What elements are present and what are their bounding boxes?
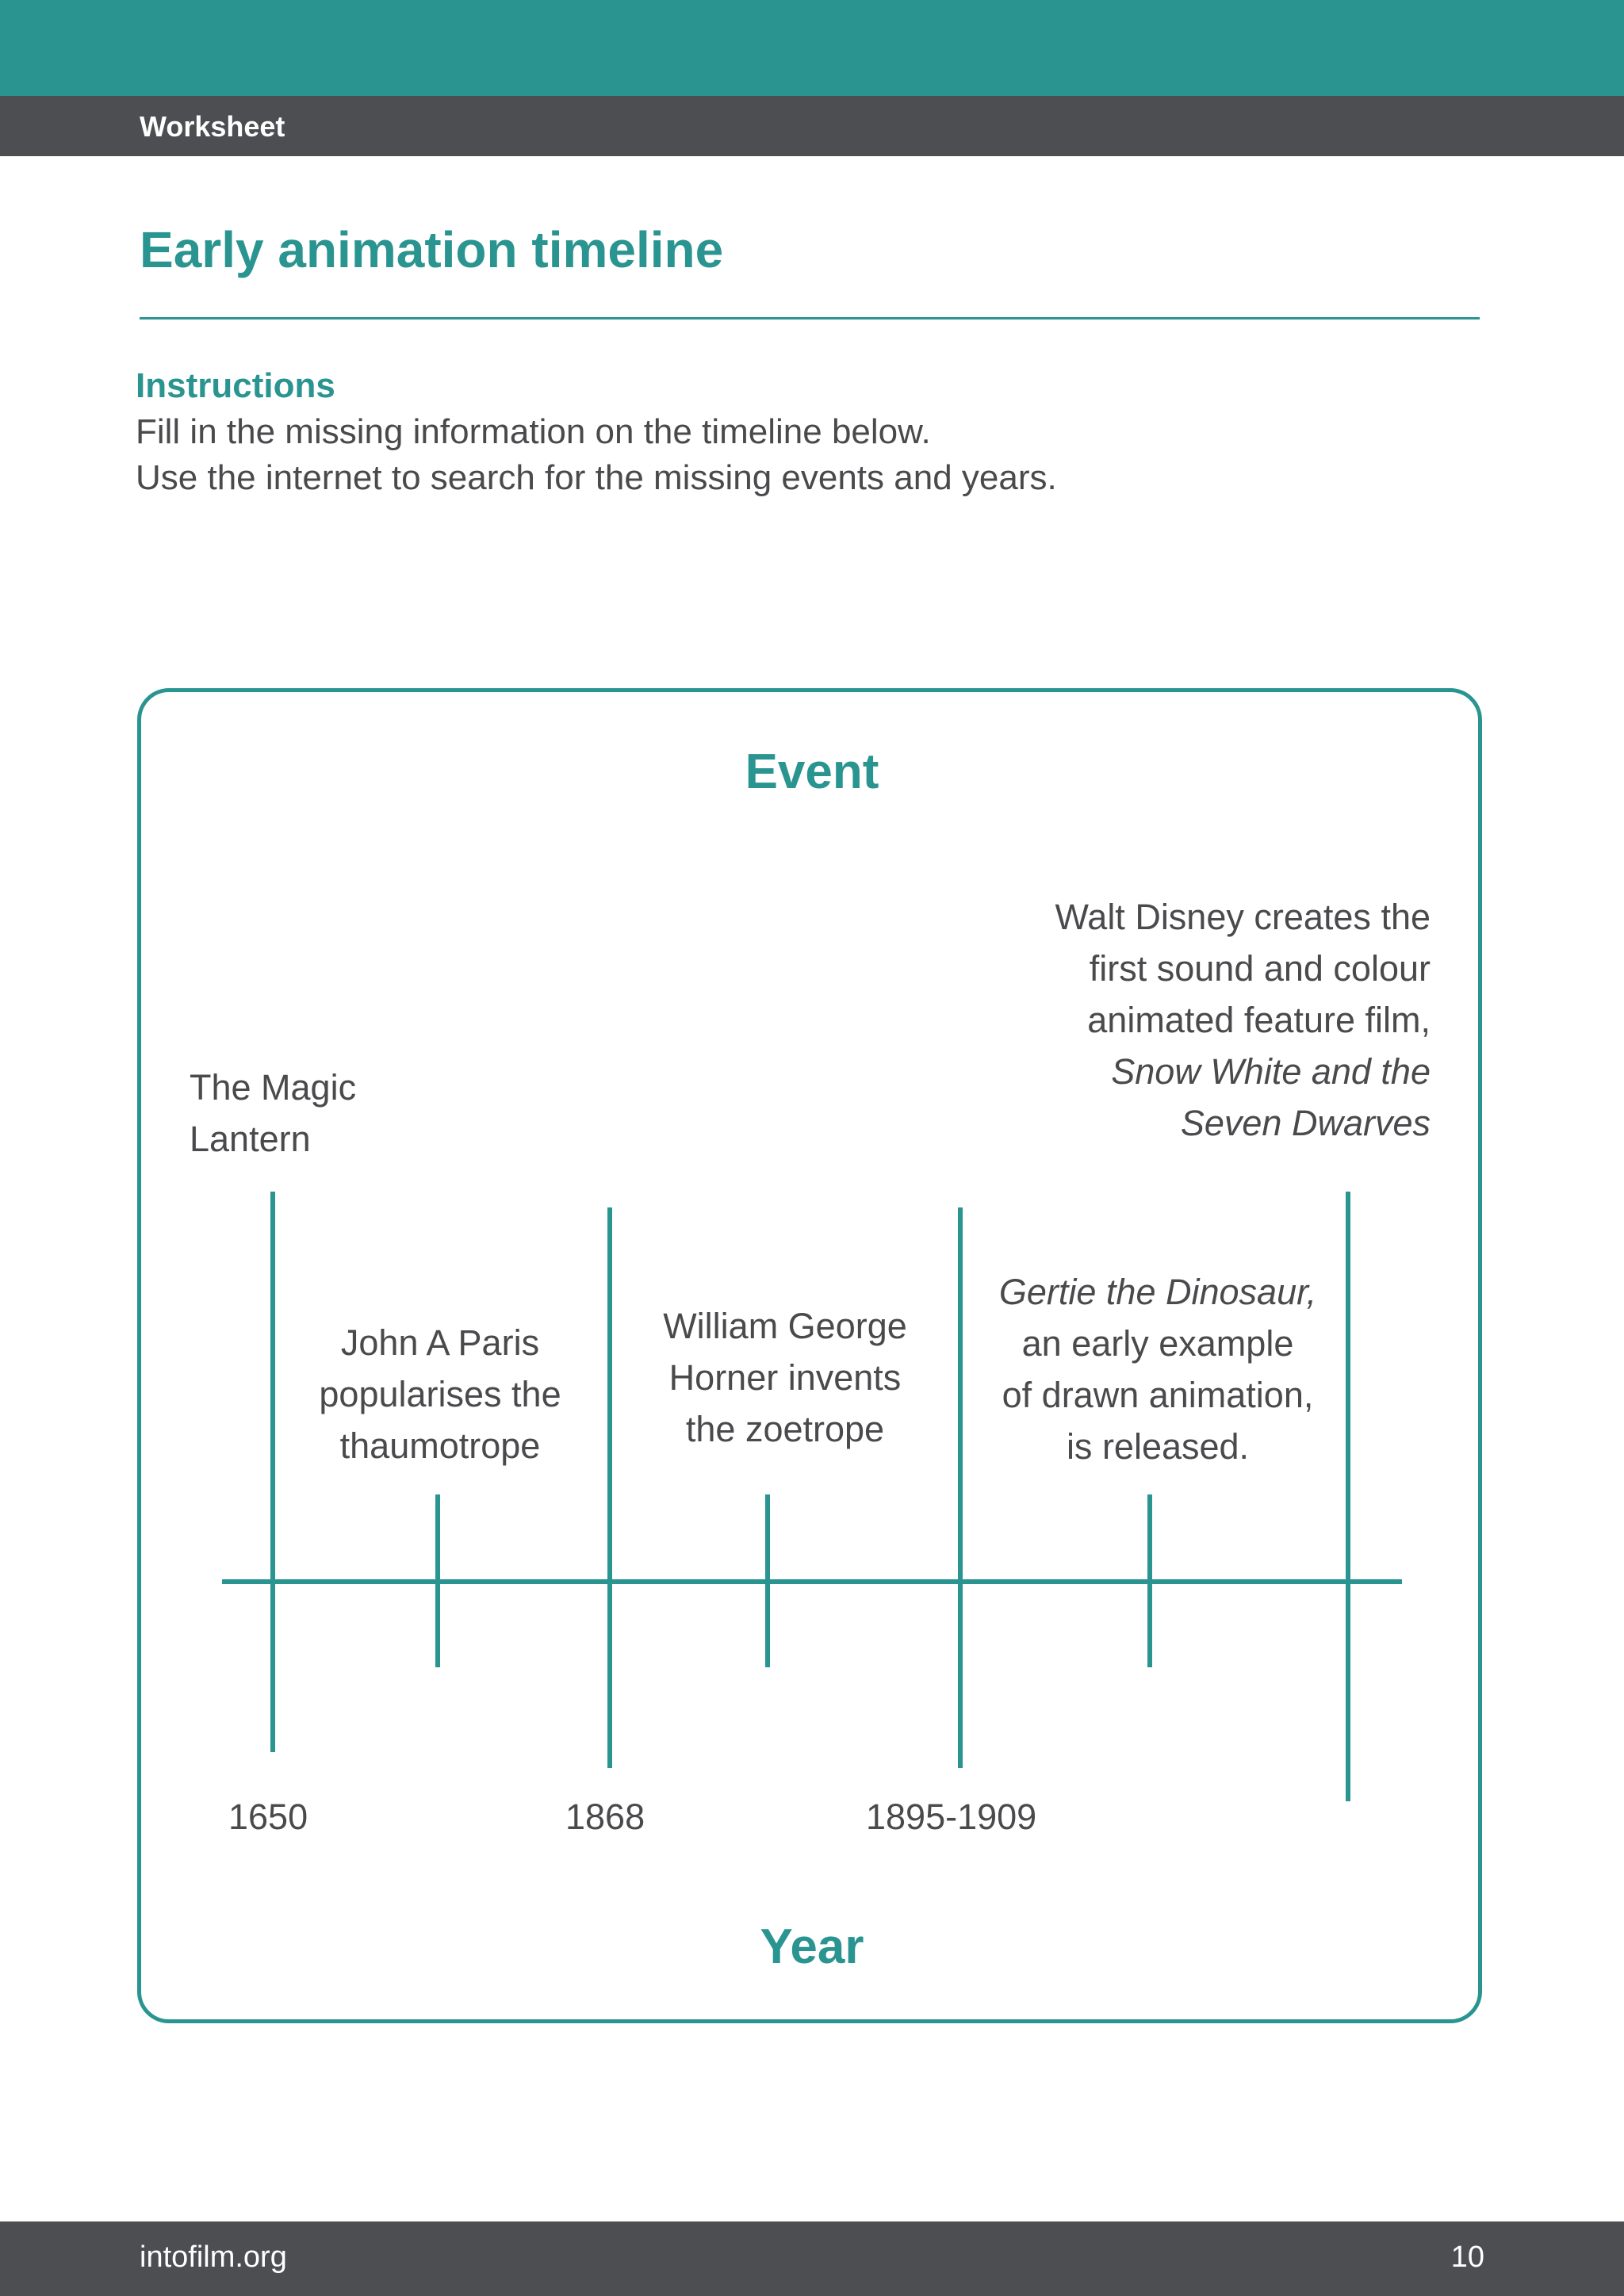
page-title: Early animation timeline <box>140 221 724 278</box>
event-line: first sound and colour <box>1089 948 1431 989</box>
event-line: animated feature film, <box>1087 1000 1431 1040</box>
event-zoetrope <box>626 1300 944 1455</box>
event-line: Walt Disney creates the <box>1055 897 1431 937</box>
event-heading: Event <box>745 744 879 799</box>
event-line: is released. <box>1066 1426 1250 1467</box>
instructions-heading: Instructions <box>136 366 335 405</box>
event-line: an early example <box>1021 1323 1294 1364</box>
year-heading: Year <box>760 1919 864 1974</box>
event-line-italic: Seven Dwarves <box>1180 1103 1431 1143</box>
instruction-line-1: Fill in the missing information on the timeline below. <box>136 412 931 451</box>
event-gertie <box>967 1266 1348 1472</box>
event-line: William George <box>663 1306 907 1346</box>
instruction-line-2: Use the internet to search for the missing events and years. <box>136 458 1057 497</box>
event-snow-white <box>952 891 1431 1149</box>
year-label-1868: 1868 <box>565 1797 645 1837</box>
event-line: thaumotrope <box>339 1425 541 1466</box>
event-line: of drawn animation, <box>1002 1375 1314 1415</box>
year-label-1650: 1650 <box>228 1797 308 1837</box>
event-thaumotrope <box>282 1317 599 1471</box>
event-line: the zoetrope <box>685 1409 885 1449</box>
event-line: The Magic <box>190 1067 357 1108</box>
event-line-italic: Gertie the Dinosaur, <box>998 1272 1317 1312</box>
event-line-italic: Snow White and the <box>1111 1051 1431 1092</box>
footer-site: intofilm.org <box>140 2241 287 2274</box>
year-label-1895-1909: 1895-1909 <box>866 1797 1037 1837</box>
header-label: Worksheet <box>140 110 285 143</box>
event-line: popularises the <box>319 1374 561 1414</box>
event-magic-lantern <box>190 1062 356 1165</box>
event-line: Lantern <box>190 1119 311 1159</box>
event-line: John A Paris <box>340 1322 540 1363</box>
footer-band <box>0 2221 1624 2296</box>
event-line: Horner invents <box>668 1357 902 1398</box>
page-number: 10 <box>1450 2241 1484 2274</box>
